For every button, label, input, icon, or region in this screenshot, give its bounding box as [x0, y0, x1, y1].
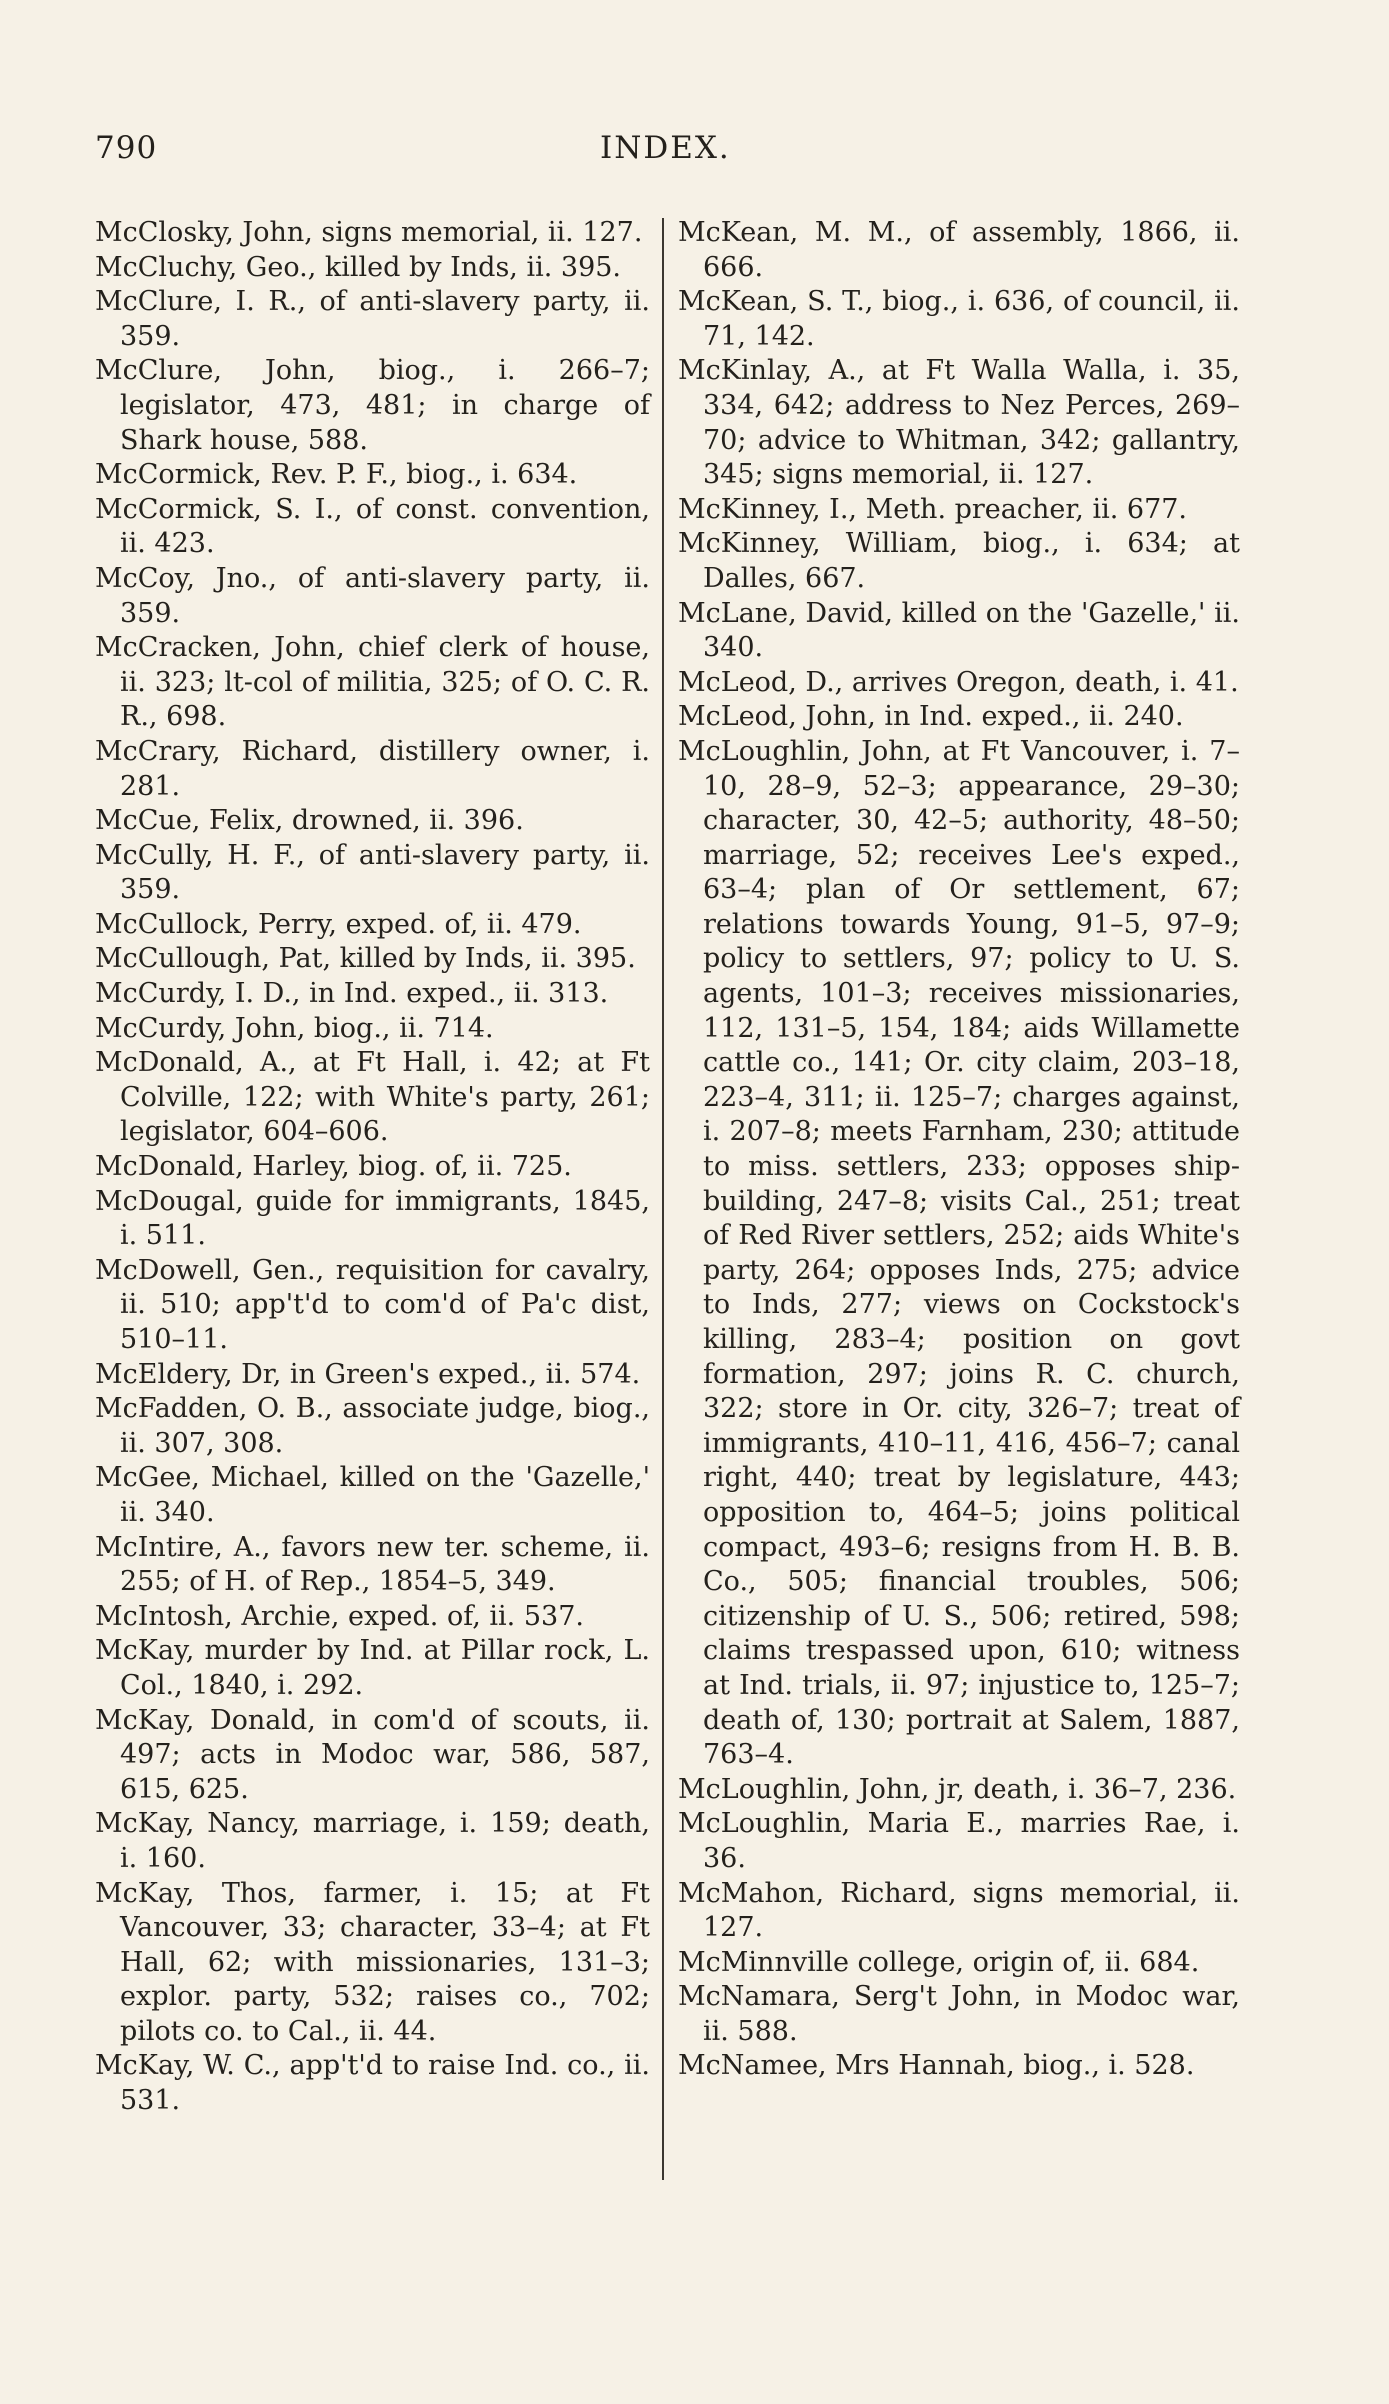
- index-entry: McCully, H. F., of anti-slavery party, ii. 359.: [95, 839, 650, 906]
- index-entry: McNamee, Mrs Hannah, biog., i. 528.: [678, 2050, 1195, 2082]
- index-entry: McDonald, Harley, biog. of, ii. 725.: [95, 1151, 572, 1183]
- column-divider: [662, 218, 664, 2180]
- index-entry: McClosky, John, signs memorial, ii. 127.: [95, 217, 643, 248]
- index-entry: McGee, Michael, killed on the 'Gazelle,' ii. 340.: [95, 1462, 650, 1528]
- index-entry: McKay, murder by Ind. at Pillar rock, L. Col., 1840, i. 292.: [95, 1635, 650, 1701]
- index-entry: McMahon, Richard, signs memorial, ii. 127.: [678, 1877, 1240, 1944]
- index-entry: McLoughlin, John, jr, death, i. 36–7, 236.: [678, 1773, 1237, 1805]
- left-column: [95, 216, 650, 2119]
- index-entry: McMinnville college, origin of, ii. 684.: [678, 1946, 1200, 1978]
- index-entry: McClure, I. R., of anti-slavery party, ii. 359.: [95, 286, 650, 352]
- index-entry: McKinney, I., Meth. preacher, ii. 677.: [678, 493, 1188, 525]
- index-entry: McNamara, Serg't John, in Modoc war, ii. 588.: [678, 1981, 1240, 2047]
- index-entry: McCracken, John, chief clerk of house, ii. 323; lt-col of militia, 325; of O. C. R. R., 698.: [95, 632, 650, 733]
- index-entry: McCurdy, I. D., in Ind. exped., ii. 313.: [95, 978, 609, 1010]
- index-entry: McKay, Thos, farmer, i. 15; at Ft Vancouver, 33; character, 33–4; at Ft Hall, 62; with missionaries, 131–3; explor. party, 532; raises co., 702; pilots co. to Cal., ii. 44.: [95, 1877, 650, 2047]
- index-entry: McLoughlin, John, at Ft Vancouver, i. 7–10, 28–9, 52–3; appearance, 29–30; character, 30, 42–5; authority, 48–50; marriage, 52; receives Lee's exped., 63–4; plan of Or settlement, 67; relations towards Young, 91–5, 97–9; policy to settlers, 97; policy to U. S. agents, 101–3; receives missionaries, 112, 131–5, 154, 184; aids Willamette cattle co., 141; Or. city claim, 203–18, 223–4, 311; ii. 125–7; charges against, i. 207–8; meets Farnham, 230; attitude to miss. settlers, 233; opposes ship-building, 247–8; visits Cal., 251; treat of Red River settlers, 252; aids White's party, 264; opposes Inds, 275; advice to Inds, 277; views on Cockstock's killing, 283–4; position on govt formation, 297; joins R. C. church, 322; store in Or. city, 326–7; treat of immigrants, 410–11, 416, 456–7; canal right, 440; treat by legislature, 443; opposition to, 464–5; joins political compact, 493–6; resigns from H. B. B. Co., 505; financial troubles, 506; citizenship of U. S., 506; retired, 598; claims trespassed upon, 610; witness at Ind. trials, ii. 97; injustice to, 125–7; death of, 130; portrait at Salem, 1887, 763–4.: [678, 735, 1240, 1771]
- index-entry: McDonald, A., at Ft Hall, i. 42; at Ft Colville, 122; with White's party, 261; legislator, 604–606.: [95, 1047, 650, 1148]
- index-entry: McLoughlin, Maria E., marries Rae, i. 36.: [678, 1808, 1240, 1874]
- page-number: 790: [95, 130, 158, 166]
- index-entry: McCormick, Rev. P. F., biog., i. 634.: [95, 459, 578, 491]
- index-entry: McCluchy, Geo., killed by Inds, ii. 395.: [95, 251, 622, 283]
- index-entry: McDowell, Gen., requisition for cavalry, ii. 510; app't'd to com'd of Pa'c dist, 510–11.: [95, 1254, 650, 1355]
- index-entry: McDougal, guide for immigrants, 1845, i. 511.: [95, 1185, 650, 1252]
- right-column: [678, 216, 1240, 2084]
- index-entry: McCrary, Richard, distillery owner, i. 281.: [95, 735, 650, 802]
- index-entry: McKean, M. M., of assembly, 1866, ii. 666.: [678, 217, 1240, 283]
- running-head: INDEX.: [600, 130, 731, 166]
- index-entry: McCoy, Jno., of anti-slavery party, ii. 359.: [95, 562, 650, 629]
- index-entry: McKay, Nancy, marriage, i. 159; death, i. 160.: [95, 1808, 650, 1874]
- index-entry: McKinlay, A., at Ft Walla Walla, i. 35, 334, 642; address to Nez Perces, 269–70; advice to Whitman, 342; gallantry, 345; signs memorial, ii. 127.: [678, 355, 1240, 491]
- index-entry: McKean, S. T., biog., i. 636, of council, ii. 71, 142.: [678, 286, 1240, 352]
- index-entry: McCue, Felix, drowned, ii. 396.: [95, 805, 524, 837]
- index-entry: McClure, John, biog., i. 266–7; legislator, 473, 481; in charge of Shark house, 588.: [95, 355, 650, 456]
- index-entry: McKinney, William, biog., i. 634; at Dalles, 667.: [678, 528, 1240, 594]
- index-entry: McCormick, S. I., of const. convention, ii. 423.: [95, 493, 650, 560]
- index-entry: McLane, David, killed on the 'Gazelle,' ii. 340.: [678, 597, 1240, 664]
- index-entry: McLeod, John, in Ind. exped., ii. 240.: [678, 701, 1184, 733]
- index-entry: McIntire, A., favors new ter. scheme, ii. 255; of H. of Rep., 1854–5, 349.: [95, 1531, 650, 1598]
- index-entry: McCullough, Pat, killed by Inds, ii. 395.: [95, 943, 636, 975]
- index-entry: McKay, Donald, in com'd of scouts, ii. 497; acts in Modoc war, 586, 587, 615, 625.: [95, 1704, 650, 1805]
- index-entry: McIntosh, Archie, exped. of, ii. 537.: [95, 1600, 584, 1632]
- index-entry: McKay, W. C., app't'd to raise Ind. co., ii. 531.: [95, 2050, 650, 2117]
- index-entry: McLeod, D., arrives Oregon, death, i. 41.: [678, 666, 1239, 698]
- index-entry: McFadden, O. B., associate judge, biog., ii. 307, 308.: [95, 1393, 650, 1459]
- index-entry: McEldery, Dr, in Green's exped., ii. 574.: [95, 1358, 641, 1390]
- index-entry: McCurdy, John, biog., ii. 714.: [95, 1012, 494, 1044]
- index-entry: McCullock, Perry, exped. of, ii. 479.: [95, 908, 582, 940]
